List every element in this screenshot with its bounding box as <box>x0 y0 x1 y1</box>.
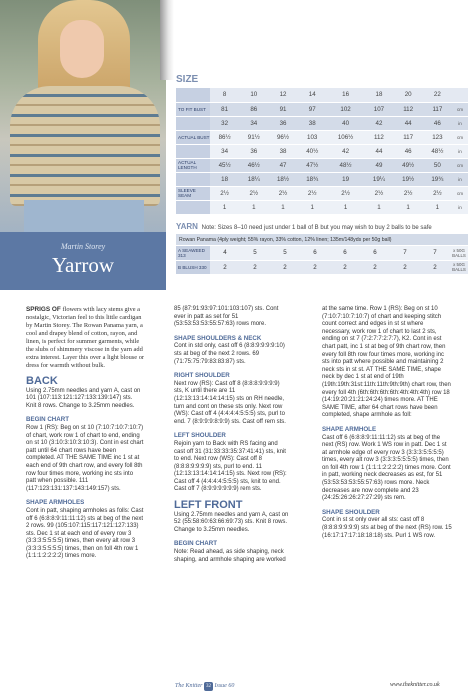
shape-armhole-heading: SHAPE ARMHOLE <box>322 425 377 433</box>
yarn-unit: x 50G BALLS <box>450 246 468 260</box>
size-row <box>176 116 468 130</box>
size-cell: 103 <box>298 130 327 144</box>
pattern-name: Yarrow <box>51 253 115 277</box>
shape-shoulder-heading: SHAPE SHOULDER <box>322 508 380 516</box>
size-cell: 46 <box>423 116 452 130</box>
yarn-cell: 5 <box>270 246 300 260</box>
left-shoulder-text: Rejoin yarn to Back with RS facing and cast off 31 (31:33:33:35:37:41:41) sts, knit to end. Next row (WS): Cast off 8 (8:8:8:9:9:9:9) sts, purl to end. 11 (12:13:13:14:14:14:15) sts. Next row (RS): Cast off 4 (4:4:4:4:5:5:5) sts, knit to end. Cast off 7 (8:9:9:9:9:9:9) rem sts. <box>174 440 287 493</box>
size-row <box>176 200 468 214</box>
size-cell: 97 <box>298 102 327 116</box>
right-shoulder-heading: RIGHT SHOULDER <box>174 372 230 380</box>
size-row <box>176 130 468 144</box>
shape-shoulders-heading: SHAPE SHOULDERS & NECK <box>174 334 262 342</box>
size-row-label: ACTUAL LENGTH <box>176 158 210 172</box>
size-unit: cm <box>452 186 468 200</box>
begin-chart2-text: Note: Read ahead, as side shaping, neck shaping, and armhole shaping are worked <box>174 549 286 563</box>
size-unit: cm <box>452 102 468 116</box>
yarn-row-label: B BLUSH 330 <box>176 260 210 274</box>
shape-shoulder-text: Cont in st st only over all sts: cast off 8 (8:8:8:9:9:9:9) sts at beg of the next (RS) row. 15 (16:17:17:17:18:18:18) sts. Purl 1 WS row. <box>322 517 452 539</box>
size-cell: 2½ <box>423 186 452 200</box>
size-cell: 40 <box>327 116 365 130</box>
size-cell: 44 <box>364 144 393 158</box>
yarn-cell: 5 <box>240 246 270 260</box>
size-cell: 91½ <box>239 130 268 144</box>
size-cell: 19¾ <box>423 172 452 186</box>
intro-lead: SPRIGS OF <box>26 306 61 313</box>
yarn-cell: 6 <box>330 246 360 260</box>
size-cell: 18 <box>364 88 393 102</box>
size-row-label <box>176 116 210 130</box>
size-row-label: TO FIT BUST <box>176 102 210 116</box>
size-cell: 32 <box>210 116 239 130</box>
size-row-label <box>176 200 210 214</box>
cardigan-garment <box>10 86 160 206</box>
size-cell: 47 <box>268 158 297 172</box>
begin-chart-heading: BEGIN CHART <box>26 416 69 424</box>
size-cell: 38 <box>298 116 327 130</box>
size-cell: 2½ <box>210 186 239 200</box>
size-cell: 46 <box>394 144 423 158</box>
size-row <box>176 158 468 172</box>
size-cell: 46½ <box>239 158 268 172</box>
size-unit: in <box>452 172 468 186</box>
size-unit <box>452 88 468 102</box>
yarn-cell: 2 <box>360 260 390 274</box>
size-row-label <box>176 88 210 102</box>
col2-top-text: 85 (87:91:93:97:101:103:107) sts. Cont ever in patt as set for 51 (53:53:53:53:55:57:63) rows more. <box>174 306 279 328</box>
yarn-cell: 2 <box>390 260 420 274</box>
size-cell: 20 <box>394 88 423 102</box>
size-cell: 18 <box>210 172 239 186</box>
size-unit: cm <box>452 158 468 172</box>
yarn-cell: 2 <box>330 260 360 274</box>
yarn-table <box>176 246 468 275</box>
right-shoulder-text: Next row (RS): Cast off 8 (8:8:8:9:9:9:9) sts, K until there are 11 (12:13:13:14:14:14:15) sts on RH needle, turn and cont on these sts only. Next row (WS): Cast off 4 (4:4:4:4:5:5:5) sts, purl to end. 7 (8:9:9:9:8:9:9) sts. Cast off rem sts. <box>174 380 286 425</box>
size-cell: 18¾ <box>298 172 327 186</box>
left-front-text: Using 2.75mm needles and yarn A, cast on 52 (55:58:60:63:66:69:73) sts. Knit 8 rows. Change to 3.25mm needles. <box>174 511 289 533</box>
yarn-description: Rowan Panama (4ply weight; 55% rayon, 33% cotton, 12% linen; 135m/148yds per 50g ball) <box>176 234 468 245</box>
footer-issue: Issue 60 <box>214 683 235 689</box>
size-cell: 36 <box>268 116 297 130</box>
begin-chart-text: Row 1 (RS): Beg on st 10 (7:10:7:10:7:10:7) of chart, work row 1 of chart to end, ending on st 10 (3:10:3:10:3:10:3). Cont in est chart patt until 64 chart rows have been completed. AT THE SAME TIME inc 1 st at each end of 9th chart row, and every foll 8th row four times more, working inc sts into patt when possible. 111 (117:123:131:137:143:149:157) sts. <box>26 424 144 492</box>
left-front-heading: LEFT FRONT <box>174 499 243 512</box>
size-cell: 1 <box>239 200 268 214</box>
designer-name: Martin Storey <box>60 242 106 251</box>
size-cell: 12 <box>268 88 297 102</box>
begin-chart2-heading: BEGIN CHART <box>174 540 217 548</box>
size-cell: 117 <box>423 102 452 116</box>
page-curl <box>160 0 174 80</box>
size-cell: 19¼ <box>364 172 393 186</box>
column-3 <box>322 306 452 541</box>
size-cell: 18¼ <box>239 172 268 186</box>
intro-paragraph <box>26 306 144 370</box>
yarn-row-label: A SEAWEED 313 <box>176 246 210 260</box>
size-cell: 48½ <box>327 158 365 172</box>
size-cell: 18½ <box>268 172 297 186</box>
size-table <box>176 88 468 215</box>
size-cell: 38 <box>268 144 297 158</box>
size-cell: 86½ <box>210 130 239 144</box>
size-cell: 102 <box>327 102 365 116</box>
size-cell: 42 <box>327 144 365 158</box>
size-row <box>176 144 468 158</box>
yarn-cell: 6 <box>300 246 330 260</box>
shape-armholes-text: Cont in patt, shaping armholes as folls: Cast off 6 (6:8:8:9:11:11:12) sts at beg of the next 2 rows. 99 (105:107:115:117:121:127:133) sts. Dec 1 st at each end of every row 3 (3:3:3:5:5:5:5) times, then every alt row 3 (3:3:3:5:5:5:5) times, then on foll 4th row 1 (1:1:1:2:2:2:2) times more. <box>26 507 144 560</box>
page-number: 32 <box>206 684 212 689</box>
size-cell: 44 <box>394 116 423 130</box>
size-cell: 42 <box>364 116 393 130</box>
size-row <box>176 186 468 200</box>
size-row <box>176 102 468 116</box>
yarn-cell: 2 <box>210 260 240 274</box>
size-cell: 47½ <box>298 158 327 172</box>
size-heading: SIZE <box>176 74 199 85</box>
size-unit: in <box>452 144 468 158</box>
yarn-cell: 2 <box>420 260 450 274</box>
size-cell: 8 <box>210 88 239 102</box>
yarn-row <box>176 246 468 260</box>
model-skirt <box>24 200 144 232</box>
size-cell: 34 <box>210 144 239 158</box>
size-cell: 1 <box>364 200 393 214</box>
size-cell: 1 <box>327 200 365 214</box>
yarn-cell: 7 <box>420 246 450 260</box>
size-cell: 106½ <box>327 130 365 144</box>
back-heading: BACK <box>26 375 58 387</box>
shape-armhole-text: Cast off 6 (6:8:8:9:11:11:12) sts at beg of the next (RS) row. Work 1 WS row in patt. Dec 1 st at armhole edge of every row 3 (3:3:3:5:5:5:5) times, every alt row 3 (3:3:3:5:5:5:5) times, then on foll 4th row 1 (1:1:1:2:2:2:2) times more. Cont in patt, working neck decreases as est, for 51 (53:53:53:53:55:57:63) rows more. Neck decreases are now complete and 23 (24:25:26:26:27:27:29) sts rem. <box>322 434 451 502</box>
yarn-title: YARN <box>176 222 198 231</box>
size-cell: 107 <box>364 102 393 116</box>
size-cell: 112 <box>364 130 393 144</box>
model-face <box>60 20 104 78</box>
size-cell: 1 <box>210 200 239 214</box>
yarn-cell: 2 <box>240 260 270 274</box>
size-cell: 45½ <box>210 158 239 172</box>
size-cell: 40½ <box>298 144 327 158</box>
yarn-cell: 2 <box>270 260 300 274</box>
size-cell: 1 <box>423 200 452 214</box>
size-cell: 50 <box>423 158 452 172</box>
size-cell: 1 <box>394 200 423 214</box>
size-cell: 1 <box>268 200 297 214</box>
size-cell: 112 <box>394 102 423 116</box>
yarn-cell: 7 <box>390 246 420 260</box>
size-row-label: ACTUAL BUST <box>176 130 210 144</box>
size-unit: in <box>452 116 468 130</box>
size-cell: 96½ <box>268 130 297 144</box>
yarn-heading <box>176 222 432 231</box>
back-text: Using 2.75mm needles and yarn A, cast on 101 (107:113:121:127:133:139:147) sts. Knit 8 rows. Change to 3.25mm needles. <box>26 387 141 409</box>
size-cell: 19 <box>327 172 365 186</box>
size-cell: 1 <box>298 200 327 214</box>
size-unit: in <box>452 200 468 214</box>
title-band <box>0 232 166 290</box>
size-cell: 36 <box>239 144 268 158</box>
hero-photo <box>0 0 166 232</box>
size-cell: 2½ <box>364 186 393 200</box>
size-cell: 81 <box>210 102 239 116</box>
column-2 <box>174 306 290 565</box>
size-cell: 2½ <box>298 186 327 200</box>
size-cell: 2½ <box>394 186 423 200</box>
size-cell: 117 <box>394 130 423 144</box>
size-cell: 91 <box>268 102 297 116</box>
shape-shoulders-text: Cont in std only, cast off 6 (8:8:9:9:9:9:10) sts at beg of the next 2 rows. 69 (71:75:75:79:83:83:87) sts. <box>174 343 285 365</box>
size-cell: 16 <box>327 88 365 102</box>
size-row-label <box>176 172 210 186</box>
size-cell: 123 <box>423 130 452 144</box>
size-cell: 49½ <box>394 158 423 172</box>
size-cell: 19½ <box>394 172 423 186</box>
size-cell: 2½ <box>268 186 297 200</box>
size-cell: 22 <box>423 88 452 102</box>
size-cell: 34 <box>239 116 268 130</box>
size-cell: 48½ <box>423 144 452 158</box>
size-unit: cm <box>452 130 468 144</box>
yarn-note: Note: Sizes 8–10 need just under 1 ball of B but you may wish to buy 2 balls to be safe <box>201 225 432 231</box>
shape-armholes-heading: SHAPE ARMHOLES <box>26 499 85 507</box>
yarn-cell: 2 <box>300 260 330 274</box>
column-1 <box>26 306 144 562</box>
left-shoulder-heading: LEFT SHOULDER <box>174 432 226 440</box>
size-row <box>176 88 468 102</box>
col3-text: at the same time. Row 1 (RS): Beg on st 10 (7:10:7:10:7:10:7) of chart and keeping stitch count correct and edges in st st where necessary, work row 1 of chart to last 2 sts, ending on st 7 (7:2:7:7:2:7:7), K2. Cont in est chart patt, inc 1 st at beg of 9th chart row, then every foll 8th row four times more, working inc sts into patt where possible and maintaining 2 neck sts in st st. AT THE SAME TIME, shape neck by dec 1 st at end of 19th (19th:19th:31st:11th:11th:9th:9th) chart row, then every foll 4th (6th:6th:6th:6th:4th:4th:4th) row 18 (14:19:20:21:21:24:24) times more. AT THE SAME TIME, after 64 chart rows have been completed, shape armhole as foll: <box>322 306 451 419</box>
footer-magazine <box>175 682 234 691</box>
size-row-label <box>176 144 210 158</box>
size-cell: 49 <box>364 158 393 172</box>
size-row-label: SLEEVE SEAM <box>176 186 210 200</box>
size-cell: 14 <box>298 88 327 102</box>
size-cell: 2½ <box>239 186 268 200</box>
size-row <box>176 172 468 186</box>
footer-url[interactable]: www.theknitter.co.uk <box>390 682 440 688</box>
footer-title: The Knitter <box>175 683 203 689</box>
yarn-unit: x 50G BALLS <box>450 260 468 274</box>
size-cell: 86 <box>239 102 268 116</box>
yarn-cell: 6 <box>360 246 390 260</box>
yarn-row <box>176 260 468 274</box>
size-cell: 2½ <box>327 186 365 200</box>
size-cell: 10 <box>239 88 268 102</box>
intro-text: flowers with lacy stems give a nostalgic, Victorian feel to this little cardigan by Martin Storey. The Rowan Panama yarn, a cool and drapey blend of cotton, rayon, and linen, is perfect for summer garments, while the slubs of shimmery viscose in the yarn add extra interest. Layer this over a light blouse or dress for warmth without bulk. <box>26 306 145 369</box>
yarn-cell: 4 <box>210 246 240 260</box>
